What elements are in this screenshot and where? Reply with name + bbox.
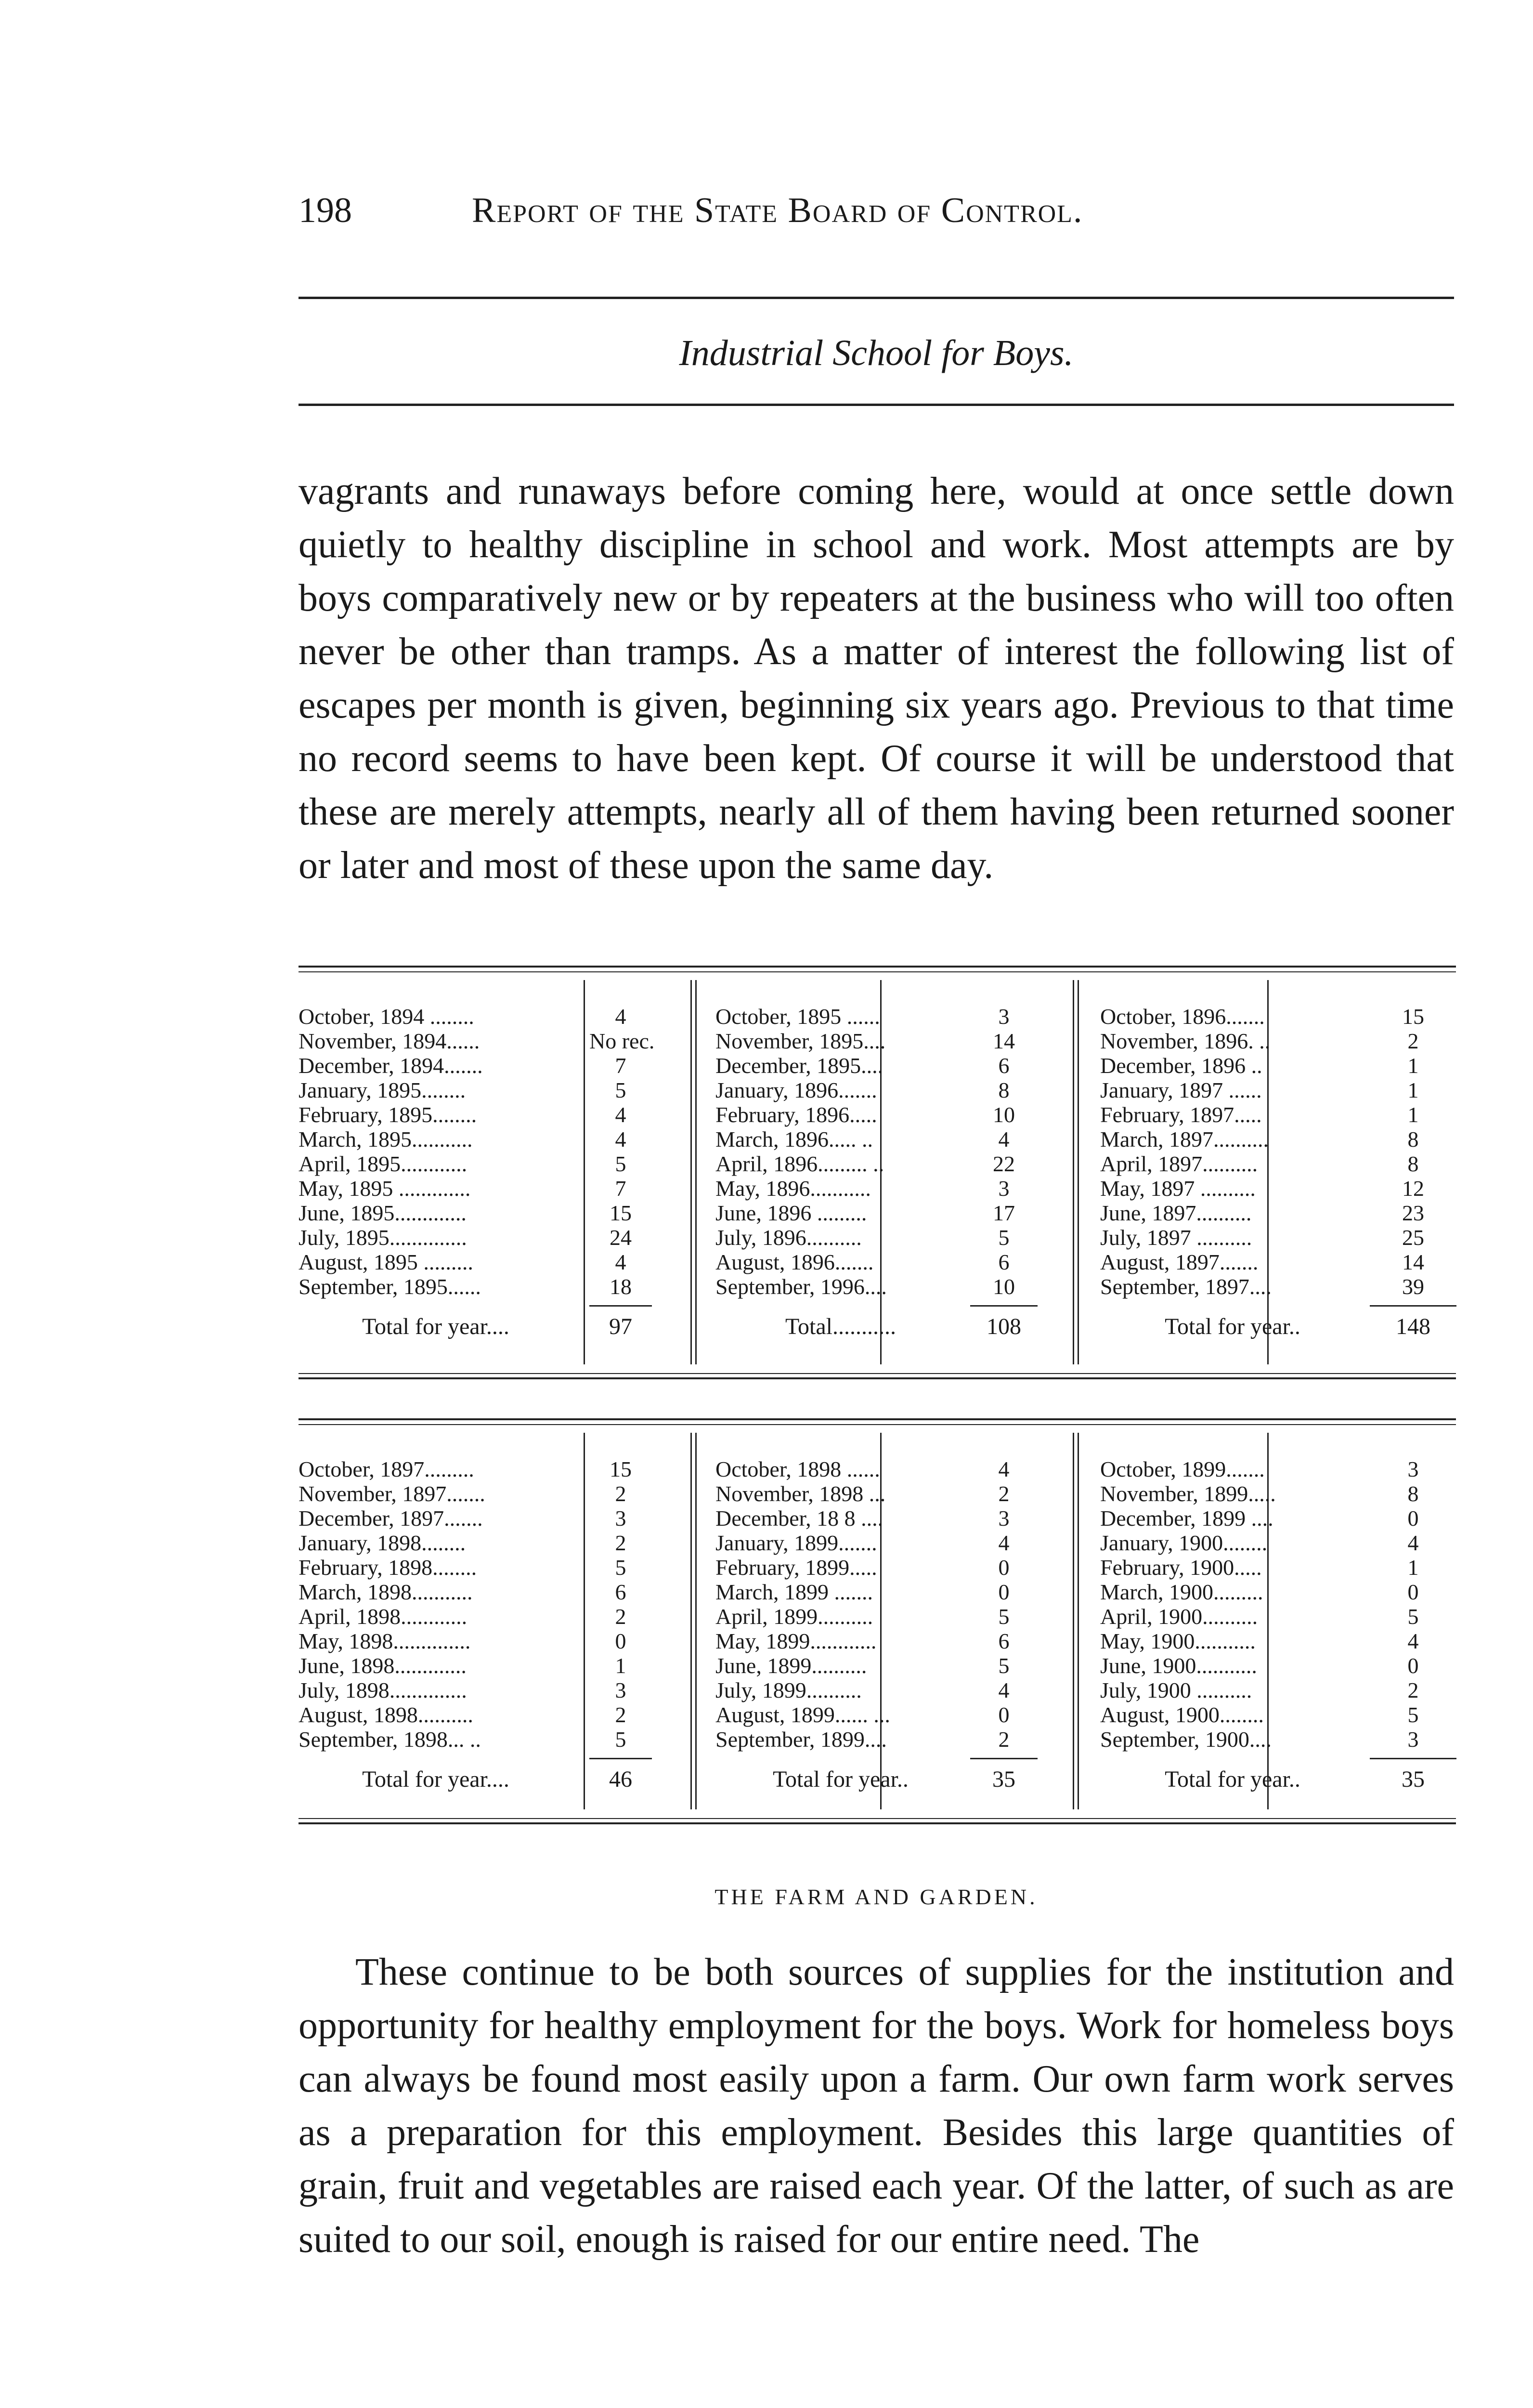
total-label: Total........... <box>785 1314 896 1339</box>
month-cell: January, 1896....... <box>715 1078 877 1102</box>
table-row <box>299 1029 1456 1053</box>
month-cell: December, 1894....... <box>299 1053 483 1078</box>
escapes-count-cell: 5 <box>998 1604 1010 1629</box>
escapes-count-cell: 3 <box>1407 1457 1419 1481</box>
total-separator <box>970 1305 1038 1307</box>
month-cell: January, 1898........ <box>299 1531 466 1555</box>
month-cell: September, 1899.... <box>715 1727 887 1752</box>
escapes-count-cell: 4 <box>615 1127 626 1152</box>
escapes-count-cell: 5 <box>1407 1604 1419 1629</box>
table-rule <box>299 1424 1456 1425</box>
table-row <box>299 1580 1456 1604</box>
month-cell: September, 1895...... <box>299 1274 481 1299</box>
month-cell: April, 1900.......... <box>1100 1604 1258 1629</box>
escapes-count-cell: 10 <box>993 1274 1015 1299</box>
escapes-count-cell: No rec. <box>589 1029 655 1053</box>
escapes-count-cell: 3 <box>615 1678 626 1702</box>
table-row <box>299 1629 1456 1653</box>
escapes-count-cell: 0 <box>998 1702 1010 1727</box>
escapes-count-cell: 15 <box>610 1457 632 1481</box>
month-cell: May, 1899............ <box>715 1629 877 1653</box>
month-cell: April, 1897.......... <box>1100 1152 1258 1176</box>
table-row <box>299 1201 1456 1225</box>
month-cell: October, 1897......... <box>299 1457 474 1481</box>
month-cell: April, 1899.......... <box>715 1604 873 1629</box>
total-value: 35 <box>1402 1767 1425 1792</box>
month-cell: May, 1898.............. <box>299 1629 471 1653</box>
month-cell: November, 1897....... <box>299 1481 485 1506</box>
escapes-count-cell: 23 <box>1402 1201 1424 1225</box>
total-separator <box>970 1758 1038 1759</box>
month-cell: June, 1898............. <box>299 1653 467 1678</box>
escapes-count-cell: 2 <box>998 1481 1010 1506</box>
table-row <box>299 1678 1456 1702</box>
escapes-count-cell: 3 <box>998 1004 1010 1029</box>
table-row <box>299 1127 1456 1152</box>
escapes-count-cell: 5 <box>998 1653 1010 1678</box>
table-row <box>299 1457 1456 1481</box>
escapes-count-cell: 2 <box>615 1702 626 1727</box>
month-cell: August, 1899...... ... <box>715 1702 890 1727</box>
paragraph-escapes-intro: vagrants and runaways before coming here, would at once settle down quietly to healthy discipline in school and work. Most attempts are by boys comparatively new or by repeaters at the business who will too often never be other than tramps. As a matter of interest the following list of escapes per month is given, beginning six years ago. Previous to that time no record seems to have been kept. Of course it will be understood that these are merely attempts, nearly all of them having been returned sooner or later and most of these upon the same day. <box>299 470 1454 887</box>
escapes-count-cell: 4 <box>998 1678 1010 1702</box>
escapes-count-cell: 0 <box>615 1629 626 1653</box>
escapes-count-cell: 6 <box>998 1053 1010 1078</box>
month-cell: August, 1900........ <box>1100 1702 1264 1727</box>
total-value: 97 <box>609 1314 632 1339</box>
month-cell: November, 1896. .. <box>1100 1029 1271 1053</box>
table-row <box>299 1225 1456 1250</box>
table-row <box>299 1250 1456 1274</box>
escapes-count-cell: 22 <box>993 1152 1015 1176</box>
table-rule <box>299 971 1456 972</box>
running-title: Report of the State Board of Control. <box>472 191 1083 230</box>
total-value: 148 <box>1396 1314 1430 1339</box>
table-row <box>299 1506 1456 1531</box>
escapes-count-cell: 4 <box>998 1127 1010 1152</box>
table-totals <box>299 1765 1456 1794</box>
month-cell: October, 1894 ........ <box>299 1004 474 1029</box>
page-number: 198 <box>299 191 352 230</box>
escapes-count-cell: 2 <box>998 1727 1010 1752</box>
escapes-count-cell: 4 <box>615 1250 626 1274</box>
table-row <box>299 1176 1456 1201</box>
table-row <box>299 1481 1456 1506</box>
table-row <box>299 1604 1456 1629</box>
month-cell: November, 1895.... <box>715 1029 886 1053</box>
month-cell: March, 1898........... <box>299 1580 473 1604</box>
month-cell: March, 1899 ....... <box>715 1580 873 1604</box>
table-row <box>299 1053 1456 1078</box>
month-cell: June, 1896 ......... <box>715 1201 867 1225</box>
month-cell: October, 1899....... <box>1100 1457 1265 1481</box>
table-rule <box>299 1818 1456 1819</box>
month-cell: October, 1895 ...... <box>715 1004 880 1029</box>
escapes-count-cell: 17 <box>993 1201 1015 1225</box>
escapes-count-cell: 4 <box>1407 1629 1419 1653</box>
escapes-count-cell: 2 <box>1407 1029 1419 1053</box>
month-cell: June, 1899.......... <box>715 1653 867 1678</box>
month-cell: March, 1895........... <box>299 1127 473 1152</box>
total-value: 108 <box>987 1314 1021 1339</box>
month-cell: July, 1897 .......... <box>1100 1225 1252 1250</box>
table-row <box>299 1727 1456 1752</box>
month-cell: April, 1898............ <box>299 1604 468 1629</box>
total-label: Total for year.... <box>362 1314 509 1339</box>
month-cell: February, 1900..... <box>1100 1555 1262 1580</box>
escapes-count-cell: 2 <box>615 1604 626 1629</box>
table-row <box>299 1555 1456 1580</box>
table-rule <box>299 1373 1456 1374</box>
escapes-count-cell: 1 <box>1407 1078 1419 1102</box>
month-cell: August, 1897....... <box>1100 1250 1259 1274</box>
month-cell: March, 1900......... <box>1100 1580 1263 1604</box>
month-cell: July, 1899.......... <box>715 1678 862 1702</box>
escapes-count-cell: 1 <box>1407 1102 1419 1127</box>
section-heading: THE FARM AND GARDEN. <box>715 1885 1038 1909</box>
month-cell: September, 1898... .. <box>299 1727 481 1752</box>
total-separator <box>589 1305 652 1307</box>
table-row <box>299 1653 1456 1678</box>
escapes-count-cell: 8 <box>998 1078 1010 1102</box>
total-separator <box>1370 1305 1456 1307</box>
escapes-count-cell: 5 <box>615 1555 626 1580</box>
table-rule <box>299 1822 1456 1824</box>
escapes-count-cell: 18 <box>610 1274 632 1299</box>
month-cell: November, 1899..... <box>1100 1481 1276 1506</box>
month-cell: August, 1895 ......... <box>299 1250 473 1274</box>
month-cell: March, 1897.......... <box>1100 1127 1269 1152</box>
month-cell: January, 1895........ <box>299 1078 466 1102</box>
escapes-count-cell: 0 <box>1407 1506 1419 1531</box>
month-cell: January, 1899....... <box>715 1531 877 1555</box>
escapes-count-cell: 25 <box>1402 1225 1424 1250</box>
escapes-count-cell: 2 <box>615 1531 626 1555</box>
month-cell: December, 1897....... <box>299 1506 483 1531</box>
escapes-count-cell: 7 <box>615 1053 626 1078</box>
escapes-count-cell: 14 <box>993 1029 1015 1053</box>
month-cell: June, 1897.......... <box>1100 1201 1252 1225</box>
escapes-count-cell: 0 <box>998 1555 1010 1580</box>
escapes-count-cell: 8 <box>1407 1127 1419 1152</box>
month-cell: September, 1900.... <box>1100 1727 1272 1752</box>
escapes-count-cell: 12 <box>1402 1176 1424 1201</box>
table-totals <box>299 1312 1456 1341</box>
month-cell: December, 1899 .... <box>1100 1506 1273 1531</box>
month-cell: May, 1895 ............. <box>299 1176 471 1201</box>
table-row <box>299 1078 1456 1102</box>
header-rule-bottom <box>299 404 1454 406</box>
month-cell: November, 1894...... <box>299 1029 480 1053</box>
escapes-count-cell: 5 <box>615 1727 626 1752</box>
escapes-count-cell: 4 <box>998 1531 1010 1555</box>
escapes-count-cell: 39 <box>1402 1274 1424 1299</box>
month-cell: December, 1896 .. <box>1100 1053 1262 1078</box>
escapes-count-cell: 10 <box>993 1102 1015 1127</box>
escapes-count-cell: 1 <box>1407 1555 1419 1580</box>
escapes-count-cell: 6 <box>998 1250 1010 1274</box>
month-cell: February, 1896..... <box>715 1102 877 1127</box>
month-cell: August, 1896....... <box>715 1250 874 1274</box>
month-cell: December, 1895.... <box>715 1053 883 1078</box>
escapes-count-cell: 0 <box>1407 1653 1419 1678</box>
escapes-count-cell: 15 <box>1402 1004 1424 1029</box>
table-row <box>299 1004 1456 1029</box>
escapes-table-1894-1897 <box>299 966 1456 1383</box>
escapes-count-cell: 6 <box>615 1580 626 1604</box>
escapes-count-cell: 4 <box>1407 1531 1419 1555</box>
month-cell: April, 1896......... .. <box>715 1152 884 1176</box>
escapes-count-cell: 5 <box>998 1225 1010 1250</box>
month-cell: September, 1897.... <box>1100 1274 1272 1299</box>
total-label: Total for year.. <box>773 1767 909 1792</box>
total-separator <box>589 1758 652 1759</box>
month-cell: April, 1895............ <box>299 1152 468 1176</box>
month-cell: June, 1900........... <box>1100 1653 1257 1678</box>
month-cell: May, 1900........... <box>1100 1629 1256 1653</box>
month-cell: May, 1897 .......... <box>1100 1176 1256 1201</box>
total-value: 46 <box>609 1767 632 1792</box>
escapes-count-cell: 8 <box>1407 1481 1419 1506</box>
header-rule-top <box>299 297 1454 299</box>
table-row <box>299 1702 1456 1727</box>
escapes-count-cell: 4 <box>615 1004 626 1029</box>
escapes-count-cell: 8 <box>1407 1152 1419 1176</box>
month-cell: February, 1897..... <box>1100 1102 1262 1127</box>
escapes-count-cell: 5 <box>615 1078 626 1102</box>
escapes-count-cell: 6 <box>998 1629 1010 1653</box>
escapes-count-cell: 1 <box>1407 1053 1419 1078</box>
escapes-count-cell: 1 <box>615 1653 626 1678</box>
escapes-count-cell: 7 <box>615 1176 626 1201</box>
table-row <box>299 1152 1456 1176</box>
total-value: 35 <box>992 1767 1015 1792</box>
table-rule <box>299 1377 1456 1379</box>
escapes-count-cell: 2 <box>615 1481 626 1506</box>
month-cell: February, 1898........ <box>299 1555 477 1580</box>
escapes-count-cell: 4 <box>615 1102 626 1127</box>
table-rule <box>299 966 1456 968</box>
section-subtitle: Industrial School for Boys. <box>679 333 1074 373</box>
escapes-count-cell: 5 <box>1407 1702 1419 1727</box>
table-row <box>299 1531 1456 1555</box>
escapes-count-cell: 0 <box>1407 1580 1419 1604</box>
table-row <box>299 1274 1456 1299</box>
month-cell: August, 1898.......... <box>299 1702 473 1727</box>
table-row <box>299 1102 1456 1127</box>
escapes-count-cell: 0 <box>998 1580 1010 1604</box>
escapes-count-cell: 3 <box>998 1176 1010 1201</box>
escapes-count-cell: 3 <box>615 1506 626 1531</box>
month-cell: October, 1896....... <box>1100 1004 1265 1029</box>
month-cell: May, 1896........... <box>715 1176 871 1201</box>
month-cell: July, 1900 .......... <box>1100 1678 1252 1702</box>
total-separator <box>1370 1758 1456 1759</box>
escapes-count-cell: 3 <box>1407 1727 1419 1752</box>
total-label: Total for year.... <box>362 1767 509 1792</box>
month-cell: November, 1898 ... <box>715 1481 886 1506</box>
month-cell: December, 18 8 .... <box>715 1506 883 1531</box>
month-cell: February, 1895........ <box>299 1102 477 1127</box>
escapes-count-cell: 24 <box>610 1225 632 1250</box>
escapes-count-cell: 3 <box>998 1506 1010 1531</box>
escapes-count-cell: 14 <box>1402 1250 1424 1274</box>
month-cell: September, 1996.... <box>715 1274 887 1299</box>
escapes-count-cell: 15 <box>610 1201 632 1225</box>
escapes-count-cell: 2 <box>1407 1678 1419 1702</box>
escapes-count-cell: 5 <box>615 1152 626 1176</box>
total-label: Total for year.. <box>1165 1767 1300 1792</box>
month-cell: July, 1898.............. <box>299 1678 467 1702</box>
month-cell: October, 1898 ...... <box>715 1457 880 1481</box>
month-cell: January, 1900........ <box>1100 1531 1268 1555</box>
escapes-table-1897-1900 <box>299 1418 1456 1835</box>
month-cell: January, 1897 ...... <box>1100 1078 1262 1102</box>
month-cell: July, 1896.......... <box>715 1225 862 1250</box>
escapes-count-cell: 4 <box>998 1457 1010 1481</box>
month-cell: July, 1895.............. <box>299 1225 467 1250</box>
month-cell: March, 1896..... .. <box>715 1127 873 1152</box>
month-cell: February, 1899..... <box>715 1555 877 1580</box>
paragraph-farm-garden: These continue to be both sources of supplies for the institution and opportunity for healthy employment for the boys. Work for homeless boys can always be found most easily upon a farm. Our own farm work serves as a preparation for this employment. Besides this large quantities of grain, fruit and vegetables are raised each year. Of the latter, of such as are suited to our soil, enough is raised for our entire need. The <box>299 1951 1454 2261</box>
month-cell: June, 1895............. <box>299 1201 467 1225</box>
total-label: Total for year.. <box>1165 1314 1300 1339</box>
table-rule <box>299 1418 1456 1420</box>
